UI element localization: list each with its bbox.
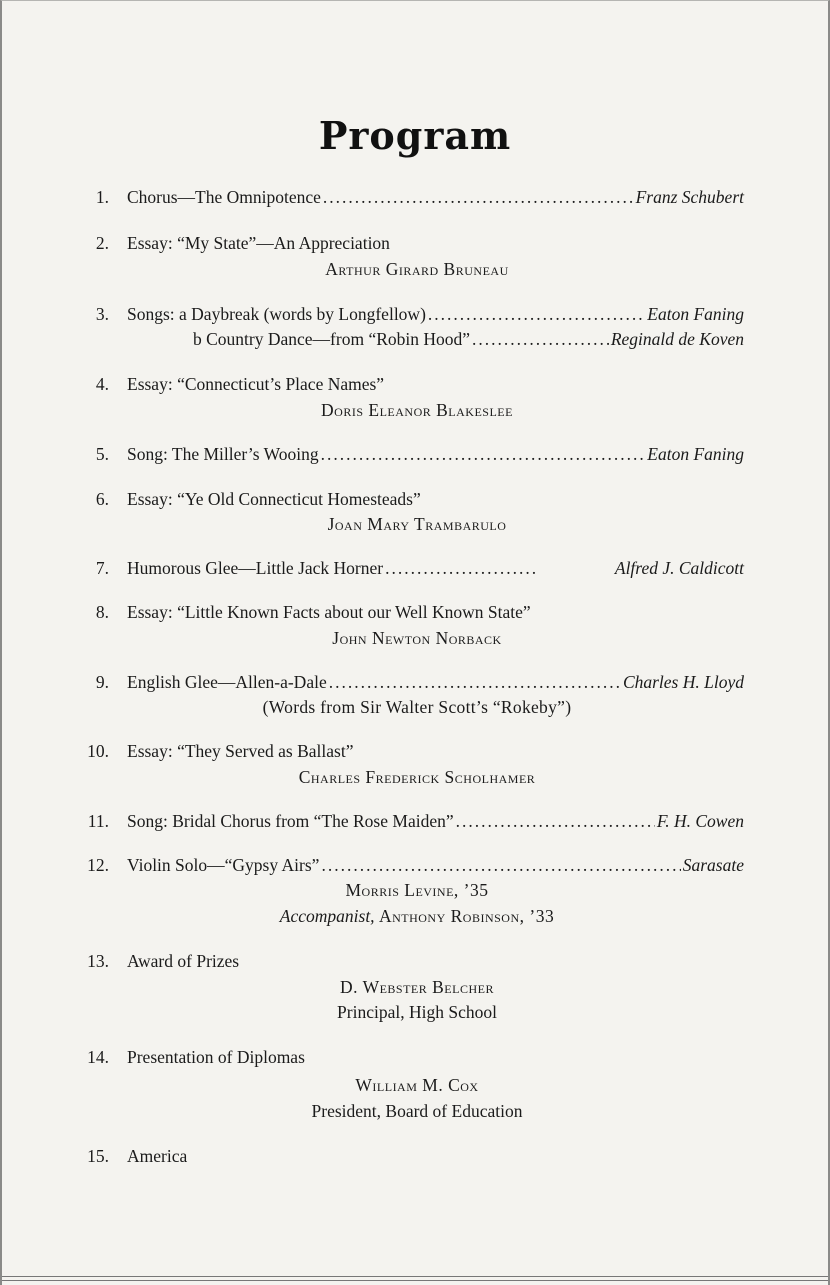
program-item-9 [82, 670, 744, 694]
item-number: 4. [95, 374, 109, 394]
item-number: 7. [95, 558, 109, 578]
program-item-13 [82, 949, 744, 973]
item-composer: Charles H. Lloyd [622, 672, 744, 692]
program-item-15 [82, 1144, 744, 1168]
item-title: Essay: “They Served as Ballast” [127, 741, 354, 761]
accompanist-label: Accompanist, [279, 906, 375, 926]
program-item-5 [82, 442, 744, 466]
item-speaker-title: Principal, High School [337, 1002, 497, 1022]
leader-dots [385, 556, 535, 580]
item-number: 1. [95, 187, 109, 207]
bottom-border-rule [2, 1276, 828, 1281]
item-speaker: Arthur Girard Bruneau [325, 259, 509, 279]
program-item-11 [82, 809, 744, 833]
page-title: Program [318, 113, 512, 158]
item-note: (Words from Sir Walter Scott’s “Rokeby”) [262, 697, 572, 717]
item-composer: F. H. Cowen [656, 811, 744, 831]
item-speaker: William M. Cox [355, 1075, 479, 1095]
item-sub-composer: Reginald de Koven [610, 329, 744, 349]
item-number: 3. [95, 304, 109, 324]
item-composer: Eaton Faning [647, 304, 744, 324]
item-composer: Franz Schubert [635, 187, 744, 207]
program-item-3 [82, 302, 744, 326]
program-item-1 [82, 185, 744, 209]
leader-dots [329, 670, 621, 694]
item-composer: Sarasate [682, 855, 744, 875]
item-title: Songs: a Daybreak (words by Longfellow) [127, 304, 426, 324]
item-composer: Eaton Faning [647, 444, 744, 464]
item-number: 9. [95, 672, 109, 692]
program-item-4 [82, 372, 744, 396]
program-item-12 [82, 853, 744, 877]
item-title: Award of Prizes [127, 951, 240, 971]
program-item-6 [82, 487, 744, 511]
item-title: Humorous Glee—Little Jack Horner [127, 558, 384, 578]
item-speaker: Joan Mary Trambarulo [327, 514, 507, 534]
item-speaker: Doris Eleanor Blakeslee [321, 400, 513, 420]
item-number: 13. [87, 951, 109, 971]
program-item-10 [82, 739, 744, 763]
item-title: Presentation of Diplomas [127, 1047, 305, 1067]
program-item-8 [82, 600, 744, 624]
item-number: 10. [87, 741, 109, 761]
item-title: Essay: “Ye Old Connecticut Homesteads” [127, 489, 421, 509]
item-number: 14. [87, 1047, 109, 1067]
leader-dots [321, 442, 646, 466]
item-speaker: Charles Frederick Scholhamer [298, 767, 536, 787]
item-title: Essay: “Connecticut’s Place Names” [127, 374, 385, 394]
leader-dots [456, 809, 655, 833]
item-title: Chorus—The Omnipotence [127, 187, 321, 207]
item-title: Violin Solo—“Gypsy Airs” [127, 855, 320, 875]
accompanist-name: Anthony Robinson, ’33 [378, 906, 555, 926]
item-title: English Glee—Allen-a-Dale [127, 672, 327, 692]
leader-dots [472, 327, 609, 351]
item-performer: Morris Levine, ’35 [345, 880, 489, 900]
item-number: 12. [87, 855, 109, 875]
program-item-7 [82, 556, 744, 580]
item-title: Song: The Miller’s Wooing [127, 444, 319, 464]
program-item-14 [82, 1045, 744, 1069]
item-speaker-title: President, Board of Education [311, 1101, 523, 1121]
leader-dots [428, 302, 645, 326]
leader-dots [323, 185, 634, 209]
item-speaker: John Newton Norback [332, 628, 502, 648]
program-item-3-sub [82, 327, 744, 351]
item-number: 11. [87, 811, 109, 831]
program-item-2 [82, 231, 744, 255]
item-title: Essay: “My State”—An Appreciation [127, 233, 390, 253]
item-number: 6. [95, 489, 109, 509]
item-title: Song: Bridal Chorus from “The Rose Maiden” [127, 811, 454, 831]
item-number: 2. [95, 233, 109, 253]
leader-dots [321, 853, 680, 877]
item-subtitle: b Country Dance—from “Robin Hood” [193, 329, 471, 349]
item-number: 8. [95, 602, 109, 622]
item-composer: Alfred J. Caldicott [614, 558, 744, 578]
item-speaker: D. Webster Belcher [340, 977, 494, 997]
item-number: 5. [95, 444, 109, 464]
item-title: America [127, 1146, 188, 1166]
item-title: Essay: “Little Known Facts about our Well Known State” [127, 602, 531, 622]
item-accompanist-line [2, 904, 830, 928]
item-number: 15. [87, 1146, 109, 1166]
